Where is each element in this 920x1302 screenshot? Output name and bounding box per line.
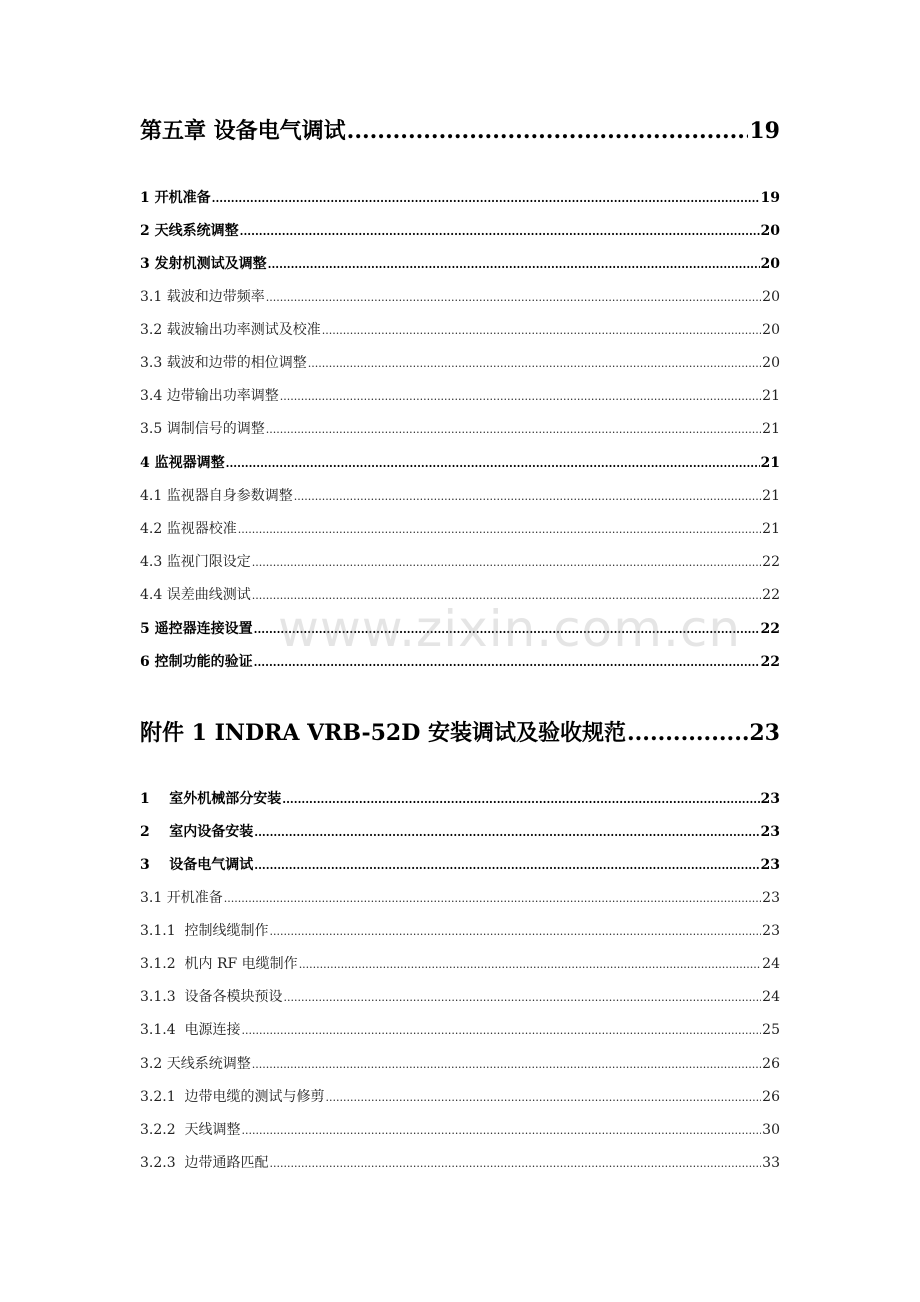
- toc-entry[interactable]: [140, 584, 780, 604]
- toc-entry-label: 3.5 调制信号的调整: [140, 421, 265, 437]
- toc-entry[interactable]: [140, 187, 780, 207]
- toc-dot-leader: [268, 259, 760, 270]
- toc-dot-leader: [299, 959, 761, 970]
- toc-entry-label: 3.2 天线系统调整: [140, 1056, 251, 1072]
- toc-page-number: 23: [762, 923, 780, 939]
- toc-dot-leader: [212, 193, 760, 204]
- toc-page-number: 23: [760, 791, 780, 807]
- toc-page-number: 20: [762, 289, 780, 305]
- toc-dot-leader: [254, 657, 760, 668]
- toc-entry[interactable]: [140, 854, 780, 874]
- toc-page-number: 23: [762, 890, 780, 906]
- toc-entry[interactable]: [140, 452, 780, 472]
- toc-entry[interactable]: [140, 286, 780, 306]
- toc-page-number: 23: [749, 720, 780, 746]
- toc-dot-leader: [254, 860, 759, 871]
- toc-dot-leader: [242, 1125, 762, 1136]
- toc-dot-leader: [224, 893, 761, 904]
- toc-entry-label: 3.1.3 设备各模块预设: [140, 989, 283, 1005]
- toc-entry-label: 3.2.1 边带电缆的测试与修剪: [140, 1089, 325, 1105]
- toc-entry[interactable]: [140, 1119, 780, 1139]
- toc-entry[interactable]: [140, 821, 780, 841]
- toc-page-number: 24: [762, 989, 780, 1005]
- toc-dot-leader: [254, 624, 760, 635]
- toc-dot-leader: [282, 794, 759, 805]
- toc-dot-leader: [238, 524, 761, 535]
- toc-page-number: 19: [749, 118, 780, 144]
- toc-page-number: 21: [762, 388, 780, 404]
- toc-entry-label: 第五章 设备电气调试: [140, 118, 346, 144]
- toc-page-number: 24: [762, 956, 780, 972]
- toc-entry[interactable]: [140, 352, 780, 372]
- toc-entry-label: 3.1.4 电源连接: [140, 1022, 241, 1038]
- toc-dot-leader: [280, 391, 761, 402]
- toc-entry-label: 3.1.1 控制线缆制作: [140, 923, 269, 939]
- toc-entry-label: 3.4 边带输出功率调整: [140, 388, 279, 404]
- toc-entry[interactable]: [140, 385, 780, 405]
- toc-page-number: 20: [760, 223, 780, 239]
- toc-dot-leader: [322, 325, 761, 336]
- toc-dot-leader: [270, 926, 762, 937]
- toc-entry-label: 5 遥控器连接设置: [140, 621, 253, 637]
- toc-appendix-heading[interactable]: [140, 716, 780, 747]
- toc-page-number: 33: [762, 1155, 780, 1171]
- toc-page-number: 25: [762, 1022, 780, 1038]
- toc-entry[interactable]: [140, 788, 780, 808]
- toc-dot-leader: [326, 1092, 762, 1103]
- toc-entry-label: 附件 1 INDRA VRB-52D 安装调试及验收规范: [140, 720, 626, 746]
- toc-entry[interactable]: [140, 651, 780, 671]
- toc-dot-leader: [270, 1158, 762, 1169]
- toc-page-number: 22: [762, 554, 780, 570]
- toc-dot-leader: [252, 557, 761, 568]
- toc-entry-label: 3.2.3 边带通路匹配: [140, 1155, 269, 1171]
- watermark: www.zixin.com.cn: [278, 600, 742, 658]
- toc-entry-label: 4.4 误差曲线测试: [140, 587, 251, 603]
- toc-page-number: 21: [762, 521, 780, 537]
- toc-entry-label: 2 室内设备安装: [140, 824, 254, 840]
- toc-entry[interactable]: [140, 518, 780, 538]
- toc-entry[interactable]: [140, 1086, 780, 1106]
- toc-entry-label: 4.1 监视器自身参数调整: [140, 488, 293, 504]
- toc-page-number: 20: [760, 256, 780, 272]
- toc-page-number: 21: [760, 455, 780, 471]
- toc-entry[interactable]: [140, 551, 780, 571]
- toc-entry[interactable]: [140, 1019, 780, 1039]
- toc-dot-leader: [242, 1025, 762, 1036]
- toc-page-number: 26: [762, 1056, 780, 1072]
- toc-entry[interactable]: [140, 1053, 780, 1073]
- toc-page-number: 26: [762, 1089, 780, 1105]
- toc-entry-label: 4 监视器调整: [140, 455, 225, 471]
- toc-entry-label: 3.2.2 天线调整: [140, 1122, 241, 1138]
- toc-entry-label: 3 发射机测试及调整: [140, 256, 267, 272]
- toc-entry-label: 3.1.2 机内 RF 电缆制作: [140, 956, 298, 972]
- toc-entry-label: 3.2 载波输出功率测试及校准: [140, 322, 321, 338]
- toc-page-number: 30: [762, 1122, 780, 1138]
- toc-dot-leader: [252, 1059, 761, 1070]
- toc-dot-leader: [294, 491, 761, 502]
- toc-dot-leader: [308, 358, 761, 369]
- toc-chapter-heading[interactable]: [140, 114, 780, 145]
- toc-entry-label: 1 室外机械部分安装: [140, 791, 282, 807]
- toc-dot-leader: [627, 722, 748, 744]
- toc-dot-leader: [347, 120, 749, 142]
- toc-page-number: 21: [762, 421, 780, 437]
- toc-entry[interactable]: [140, 253, 780, 273]
- toc-dot-leader: [254, 827, 759, 838]
- toc-dot-leader: [266, 292, 761, 303]
- toc-page-number: 23: [760, 857, 780, 873]
- toc-entry-label: 3 设备电气调试: [140, 857, 254, 873]
- toc-page-number: 23: [760, 824, 780, 840]
- toc-dot-leader: [266, 424, 761, 435]
- toc-dot-leader: [226, 458, 760, 469]
- toc-entry[interactable]: [140, 485, 780, 505]
- toc-entry[interactable]: [140, 887, 780, 907]
- toc-dot-leader: [240, 226, 760, 237]
- toc-entry-label: 3.3 载波和边带的相位调整: [140, 355, 307, 371]
- toc-entry[interactable]: [140, 319, 780, 339]
- toc-entry[interactable]: [140, 418, 780, 438]
- toc-entry-label: 3.1 载波和边带频率: [140, 289, 265, 305]
- toc-entry-label: 1 开机准备: [140, 190, 211, 206]
- toc-entry[interactable]: [140, 986, 780, 1006]
- toc-dot-leader: [252, 590, 761, 601]
- toc-page-number: 19: [760, 190, 780, 206]
- toc-page-number: 20: [762, 355, 780, 371]
- toc-page-number: 22: [762, 587, 780, 603]
- toc-entry[interactable]: [140, 220, 780, 240]
- toc-page-number: 22: [760, 654, 780, 670]
- toc-page-number: 20: [762, 322, 780, 338]
- toc-entry[interactable]: [140, 1152, 780, 1172]
- toc-entry-label: 4.3 监视门限设定: [140, 554, 251, 570]
- toc-entry-label: 3.1 开机准备: [140, 890, 223, 906]
- toc-entry-label: 6 控制功能的验证: [140, 654, 253, 670]
- toc-entry[interactable]: [140, 618, 780, 638]
- toc-entry-label: 2 天线系统调整: [140, 223, 239, 239]
- toc-entry[interactable]: [140, 953, 780, 973]
- toc-dot-leader: [284, 992, 762, 1003]
- toc-entry[interactable]: [140, 920, 780, 940]
- toc-page-number: 21: [762, 488, 780, 504]
- toc-entry-label: 4.2 监视器校准: [140, 521, 237, 537]
- toc-page-number: 22: [760, 621, 780, 637]
